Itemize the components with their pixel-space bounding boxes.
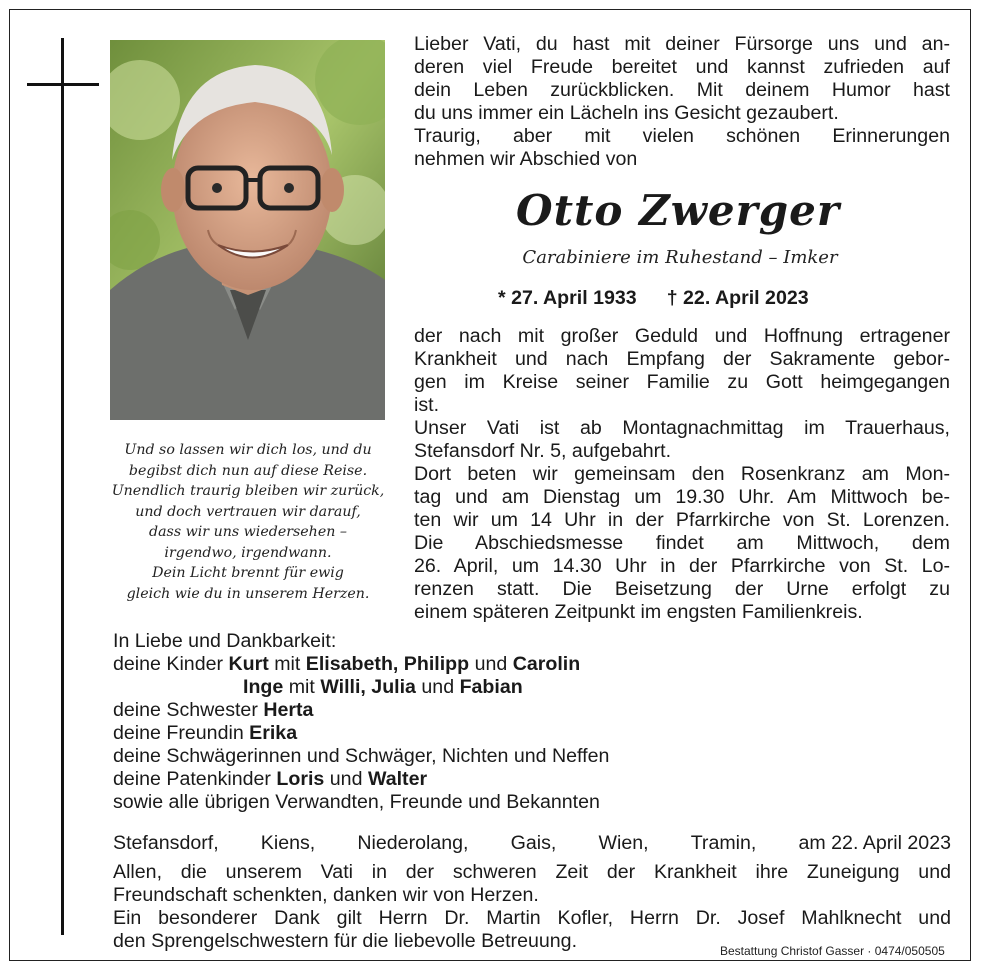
poem-line: Dein Licht brennt für ewig — [152, 565, 344, 581]
notice-date: am 22. April 2023 — [798, 832, 951, 854]
poem-line: begibst dich nun auf diese Reise. — [128, 462, 368, 479]
intro-line: Lieber Vati, du hast mit deiner Fürsorge uns und an- — [414, 33, 950, 55]
poem-line: gleich wie du in unserem Herzen. — [126, 585, 370, 602]
place-word: Wien, — [598, 832, 649, 854]
body-line: einem späteren Zeitpunkt im engsten Familienkreis. — [414, 601, 863, 623]
body-line: ten wir um 14 Uhr in der Pfarrkirche von St. Lorenzen. — [414, 509, 950, 531]
cross-icon — [61, 38, 64, 935]
mourners-others: sowie alle übrigen Verwandten, Freunde und Bekannten — [113, 791, 600, 813]
cross-icon-bar — [27, 83, 99, 86]
mourners-heading: In Liebe und Dankbarkeit: — [113, 630, 337, 652]
mourners-children: deine Kinder Kurt mit Elisabeth, Philipp und Carolin — [113, 653, 581, 675]
body-line: Stefansdorf Nr. 5, aufgebahrt. — [414, 440, 672, 462]
body-line: gen im Kreise seiner Familie zu Gott heimgegangen — [414, 371, 950, 393]
life-dates — [498, 287, 809, 310]
intro-line: du uns immer ein Lächeln ins Gesicht gezaubert. — [414, 102, 839, 124]
thanks-line: den Sprengelschwestern für die liebevolle Betreuung. — [113, 930, 578, 952]
poem-line: Unendlich traurig bleiben wir zurück, — [111, 483, 385, 499]
body-line: Die Abschiedsmesse findet am Mittwoch, dem — [414, 532, 950, 554]
deceased-name: Otto Zwerger — [516, 186, 840, 235]
body-line: tag und am Dienstag um 19.30 Uhr. Am Mittwoch be- — [414, 486, 950, 508]
poem-line: irgendwo, irgendwann. — [164, 544, 332, 561]
intro-line: deren viel Freude bereitet und kannst zufrieden auf — [414, 56, 950, 78]
poem-line: dass wir uns wiedersehen – — [149, 524, 347, 540]
mourners-inlaws: deine Schwägerinnen und Schwäger, Nichten und Neffen — [113, 745, 610, 767]
body-line: ist. — [414, 394, 440, 416]
intro-line: Traurig, aber mit vielen schönen Erinnerungen — [414, 125, 950, 147]
death-date: † 22. April 2023 — [666, 287, 809, 309]
body-line: Krankheit und nach Empfang der Sakramente gebor- — [414, 348, 950, 370]
body-line: Dort beten wir gemeinsam den Rosenkranz am Mon- — [414, 463, 950, 485]
mourners-godchildren: deine Patenkinder Loris und Walter — [113, 768, 428, 790]
poem-line: und doch vertrauen wir darauf, — [135, 503, 361, 520]
mourners-sister: deine Schwester Herta — [113, 699, 314, 721]
mourners-children-2: Inge mit Willi, Julia und Fabian — [243, 676, 523, 698]
place-word: Kiens, — [260, 832, 316, 854]
poem-line: Und so lassen wir dich los, und du — [124, 442, 372, 458]
place-date-line — [113, 832, 951, 855]
place-word: Niederolang, — [357, 832, 469, 854]
body-line: der nach mit großer Geduld und Hoffnung ertragener — [414, 325, 950, 347]
deceased-occupation: Carabiniere im Ruhestand – Imker — [522, 247, 838, 268]
birth-date: * 27. April 1933 — [498, 287, 637, 309]
intro-text — [414, 33, 950, 171]
thanks-text — [113, 861, 951, 953]
thanks-line: Allen, die unserem Vati in der schweren Zeit der Krankheit ihre Zuneigung und — [113, 861, 951, 883]
place-word: Gais, — [510, 832, 557, 854]
body-line: Unser Vati ist ab Montagnachmittag im Trauerhaus, — [414, 417, 950, 439]
thanks-line: Freundschaft schenkten, danken wir von Herzen. — [113, 884, 539, 906]
body-line: renzen statt. Die Beisetzung der Urne erfolgt zu — [414, 578, 950, 600]
mourners-list — [113, 630, 953, 814]
body-line: 26. April, um 14.30 Uhr in der Pfarrkirche von St. Lo- — [414, 555, 950, 577]
intro-line: nehmen wir Abschied von — [414, 148, 638, 170]
poem — [108, 440, 388, 604]
funeral-home-credit: Bestattung Christof Gasser · 0474/050505 — [720, 944, 945, 958]
thanks-line: Ein besonderer Dank gilt Herrn Dr. Martin Kofler, Herrn Dr. Josef Mahlknecht und — [113, 907, 951, 929]
portrait-photo — [110, 40, 385, 420]
intro-line: dein Leben zurückblicken. Mit deinem Humor hast — [414, 79, 950, 101]
place-word: Tramin, — [690, 832, 757, 854]
mourners-friend: deine Freundin Erika — [113, 722, 298, 744]
place-word: Stefansdorf, — [113, 832, 219, 854]
body-text — [414, 325, 950, 624]
